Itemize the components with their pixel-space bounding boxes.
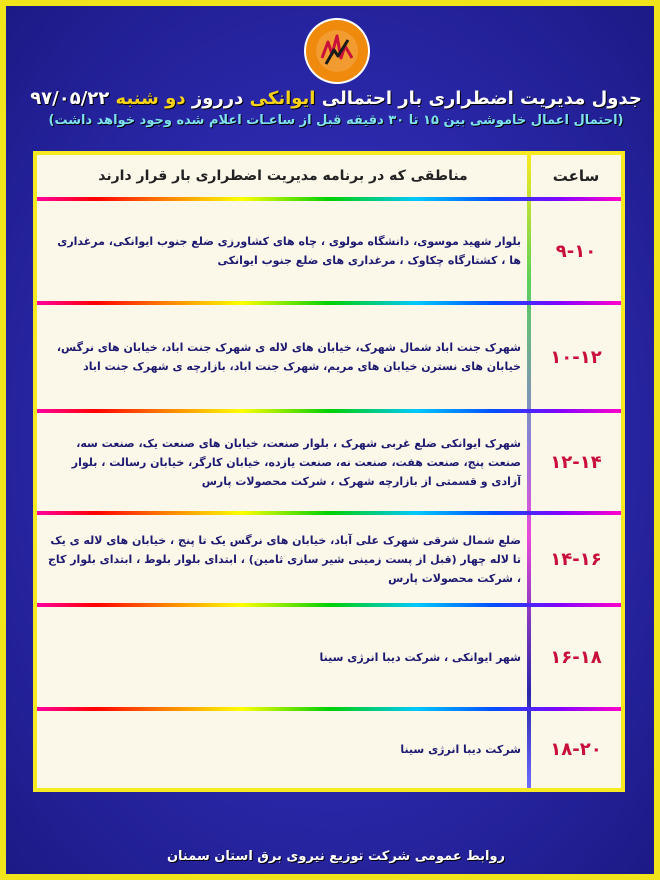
areas-cell — [45, 711, 521, 788]
areas-text: بلوار شهید موسوی، دانشگاه مولوی ، چاه های کشاورزی ضلع جنوب ایوانکی، مرغداری ها ، کشتارگاه چکاوک ، مرغداری های ضلع جنوب ایوانکی — [57, 235, 521, 267]
areas-cell — [45, 413, 521, 511]
areas-text: شهرک جنت اباد شمال شهرک، خیابان های لاله ی شهرک جنت اباد، خیابان های نرگس، خیابان های نسترن خیابان های مریم، شهرک جنت اباد، بازارچه ی شهرک جنت اباد — [56, 341, 521, 373]
footer-credit: روابط عمومی شرکت توزیع نیروی برق استان سمنان — [166, 849, 506, 864]
time-cell: ۱۶-۱۸ — [550, 646, 602, 668]
areas-cell — [45, 305, 521, 409]
areas-cell — [45, 607, 521, 707]
areas-cell — [45, 201, 521, 301]
areas-text: شهر ایوانکی ، شرکت دیبا انرژی سینا — [319, 650, 521, 664]
time-cell: ۱۲-۱۴ — [550, 451, 602, 473]
power-company-logo-icon — [306, 20, 368, 82]
areas-text: ضلع شمال شرقی شهرک علی آباد، خیابان های نرگس یک تا پنج ، خیابان های لاله ی یک تا لاله چهار (قبل از پست زمینی شیر سازی ثامین) ، ابتدای بلوار بلوط ، ابتدای بلوار کاج ، شرکت محصولات پارس — [47, 533, 521, 585]
schedule-table — [33, 151, 625, 792]
page-title — [26, 88, 646, 109]
page-subtitle: (احتمال اعمال خاموشی بین ۱۵ تا ۳۰ دقیقه قبل از ساعـات اعلام شده وجود خواهد داشت) — [48, 113, 624, 128]
title-part1: جدول مدیریت اضطراری بار احتمالی — [321, 88, 642, 109]
time-cell: ۹-۱۰ — [555, 240, 597, 262]
time-column-header: ساعت — [552, 167, 600, 185]
time-cell: ۱۴-۱۶ — [550, 548, 602, 570]
title-date: ۹۷/۰۵/۲۲ — [30, 88, 110, 109]
title-day: دو شنبه — [115, 88, 186, 109]
areas-cell — [45, 515, 521, 603]
title-part2: درروز — [191, 88, 244, 109]
areas-text: شرکت دیبا انرژی سینا — [400, 743, 521, 756]
time-cell: ۱۰-۱۲ — [550, 346, 602, 368]
area-column-header: مناطقی که در برنامه مدیریت اضطراری بار قرار دارند — [98, 168, 468, 184]
time-cell: ۱۸-۲۰ — [550, 739, 602, 760]
title-city: ایوانکی — [249, 88, 316, 109]
areas-text: شهرک ایوانکی ضلع غربی شهرک ، بلوار صنعت، خیابان های صنعت یک، صنعت سه، صنعت پنج، صنعت هفت، صنعت نه، صنعت یازده، خیابان کارگر، خیابان رسالت ، بلوار آزادی و قسمتی از بازارچه شهرک ، شرکت محصولات پارس — [71, 436, 521, 488]
